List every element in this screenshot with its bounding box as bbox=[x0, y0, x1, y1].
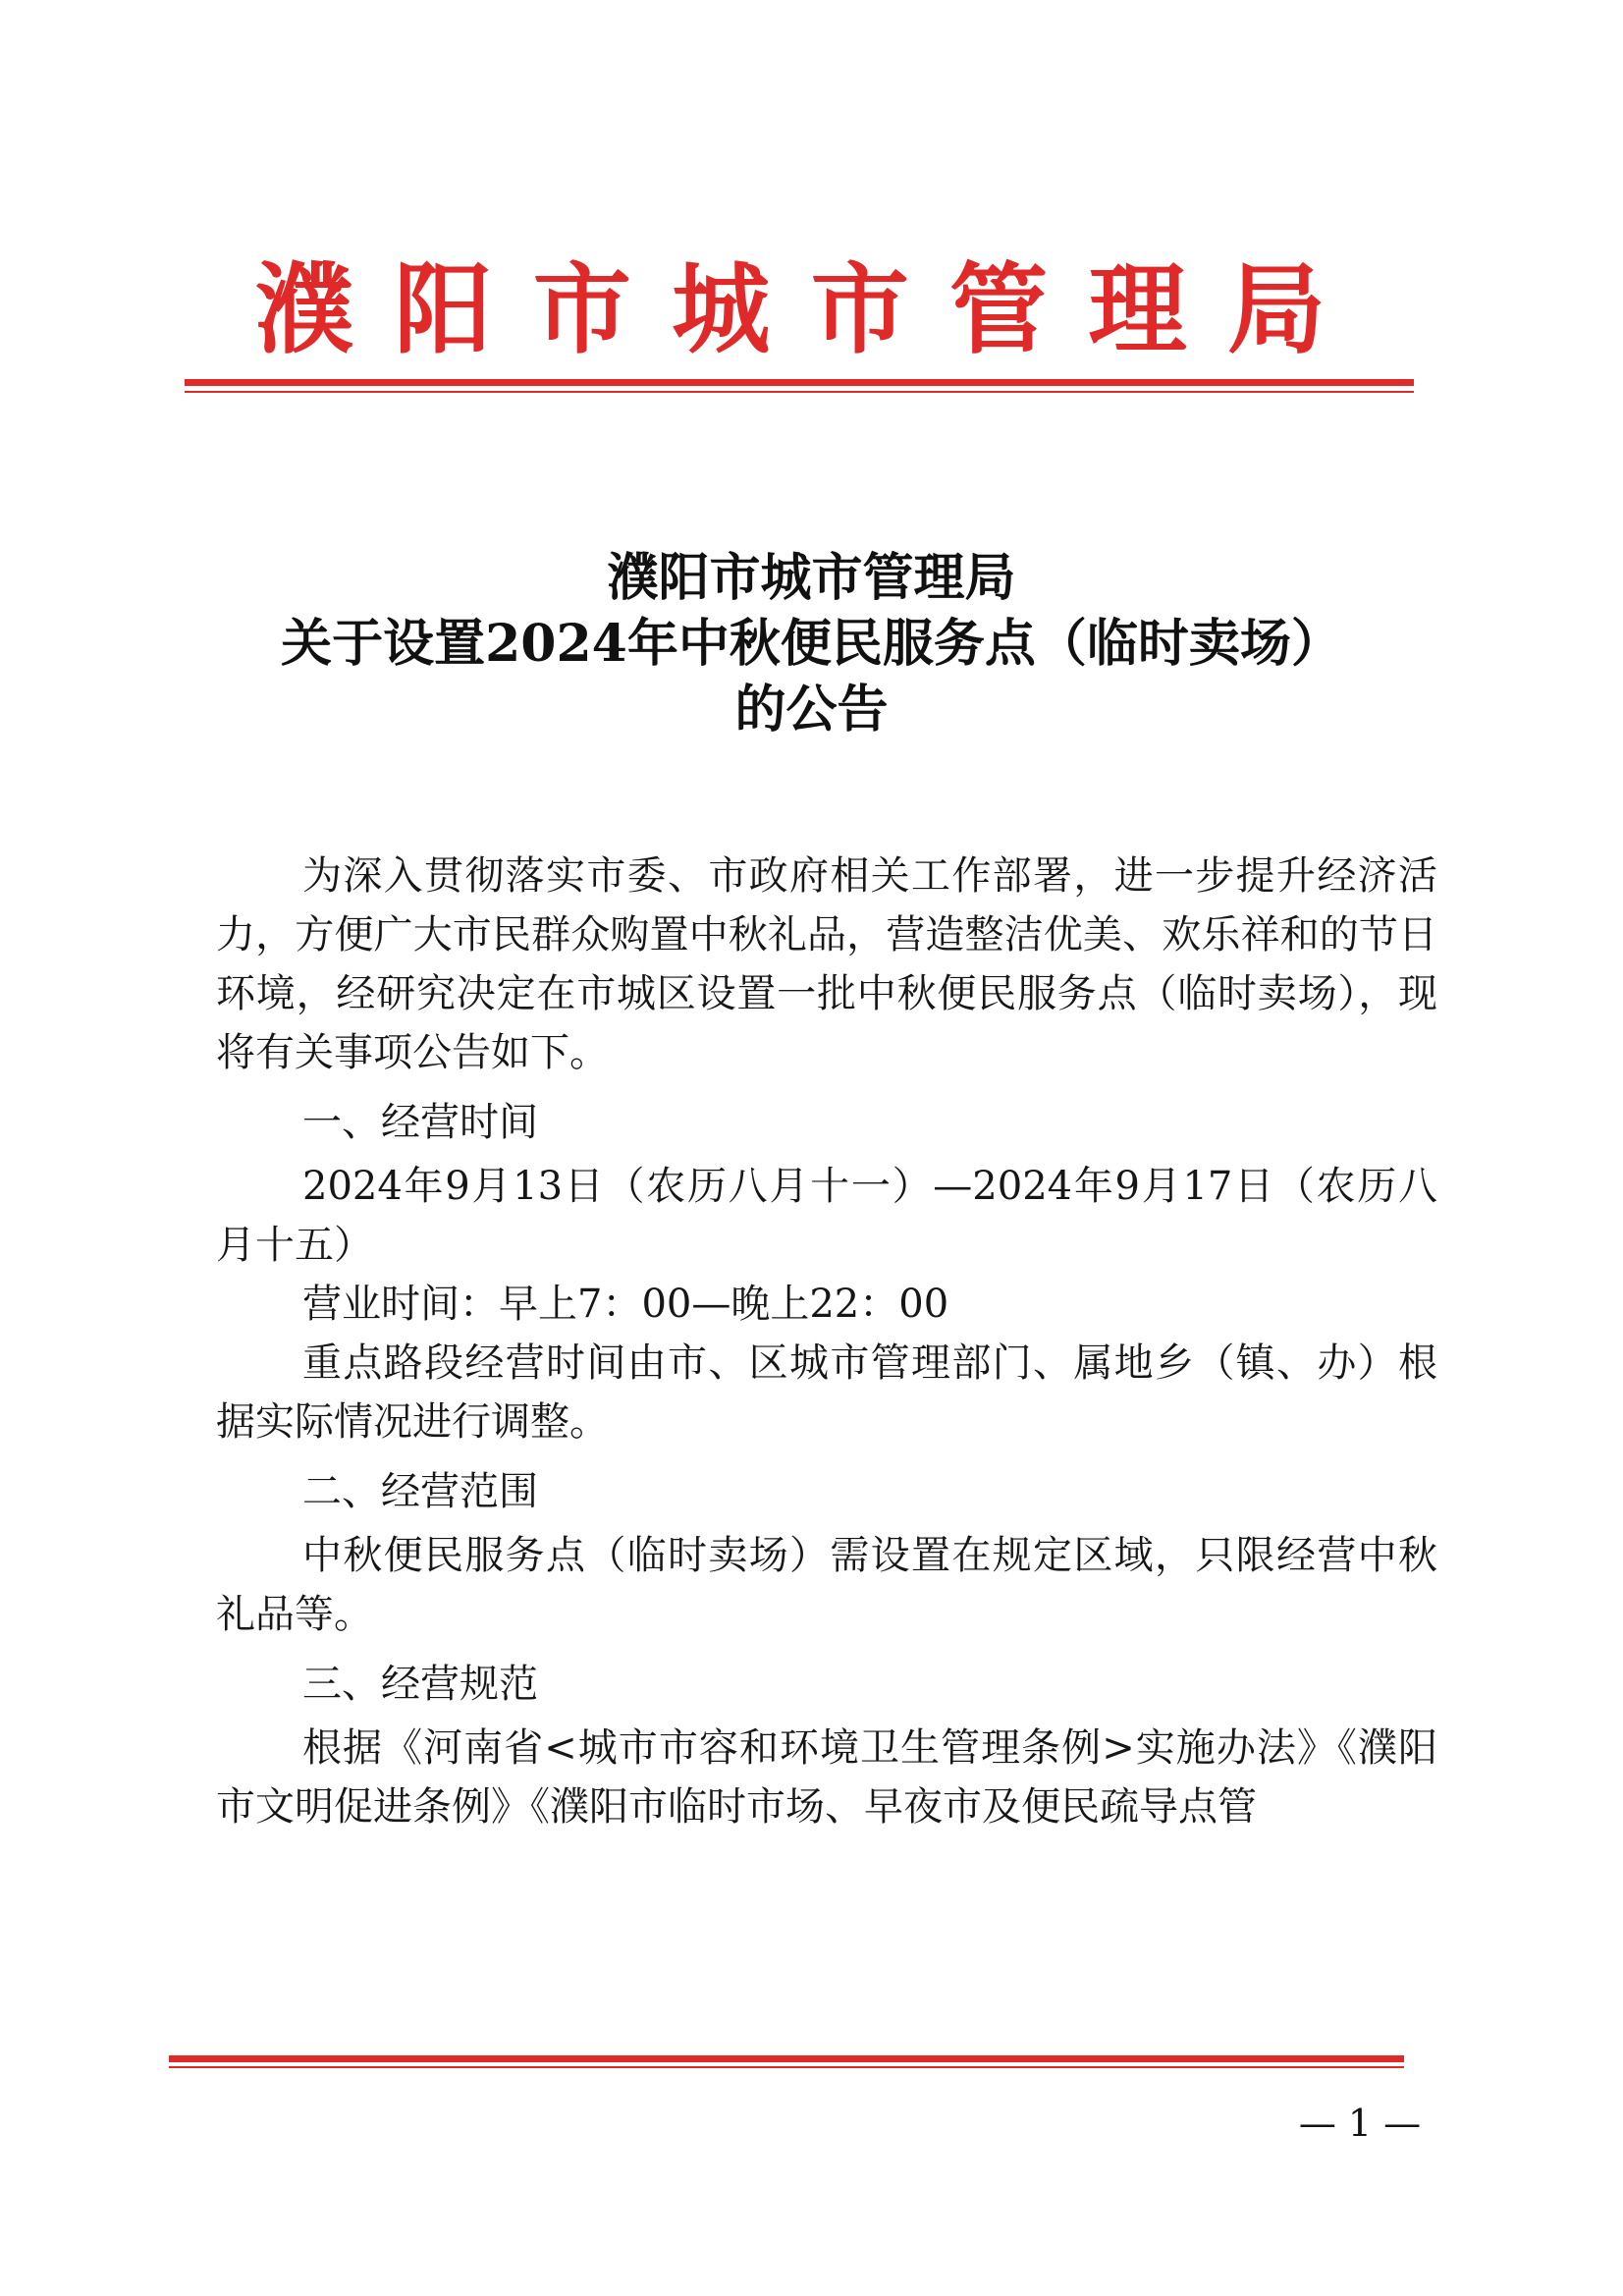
masthead-char: 市 bbox=[810, 251, 909, 367]
masthead-divider-thin bbox=[185, 391, 1414, 393]
masthead-char: 市 bbox=[532, 251, 631, 367]
section-heading-scope: 二、经营范围 bbox=[302, 1469, 538, 1514]
issuing-authority-masthead bbox=[255, 246, 1325, 373]
masthead-char: 阳 bbox=[394, 251, 493, 367]
text-line: 2024年9月13日（农历八月十一）—2024年9月17日（农 bbox=[302, 1164, 1358, 1209]
footer-divider-thick bbox=[169, 2055, 1404, 2062]
business-rules-paragraph bbox=[216, 1719, 1437, 1836]
masthead-divider-thick bbox=[185, 379, 1414, 386]
text-line: 祥和的节日环境，经研究决定在市城区设置一批中秋便民服务点 bbox=[216, 912, 1438, 1016]
masthead-char: 城 bbox=[672, 251, 771, 367]
page-number: — 1 — bbox=[1298, 2102, 1422, 2145]
operating-dates bbox=[216, 1157, 1437, 1275]
text-line: 历八月十五） bbox=[216, 1164, 1437, 1268]
masthead-char: 局 bbox=[1226, 251, 1325, 367]
text-line: 济活力，方便广大市民群众购置中秋礼品，营造整洁优美、欢乐 bbox=[216, 853, 1438, 957]
title-line-1: 濮阳市城市管理局 bbox=[607, 548, 1016, 608]
text-line: 为深入贯彻落实市委、市政府相关工作部署，进一步提升经 bbox=[302, 853, 1358, 899]
hours-adjustment-note bbox=[216, 1334, 1437, 1451]
text-line: 根据《河南省<城市市容和环境卫生管理条例>实施办法》《濮 bbox=[302, 1725, 1398, 1771]
footer-divider-thin bbox=[169, 2066, 1404, 2068]
title-line-3: 的公告 bbox=[734, 680, 889, 739]
business-scope-paragraph bbox=[216, 1526, 1437, 1644]
masthead-char: 濮 bbox=[255, 251, 353, 367]
text-line: 重点路段经营时间由市、区城市管理部门、属地乡（镇、办） bbox=[302, 1340, 1398, 1386]
masthead-char: 管 bbox=[949, 251, 1049, 367]
text-line: 中秋礼品等。 bbox=[216, 1533, 1438, 1637]
masthead-char: 理 bbox=[1088, 251, 1187, 367]
text-line: 中秋便民服务点（临时卖场）需设置在规定区域，只限经营 bbox=[302, 1533, 1358, 1578]
section-heading-rules: 三、经营规范 bbox=[302, 1662, 538, 1707]
document-title bbox=[0, 545, 1623, 742]
announcement-body bbox=[216, 847, 1437, 1836]
business-hours bbox=[216, 1275, 1437, 1334]
section-heading-hours: 一、经营时间 bbox=[302, 1100, 538, 1145]
text-line: 营业时间：早上7：00—晚上22：00 bbox=[302, 1282, 949, 1327]
intro-paragraph bbox=[216, 847, 1437, 1082]
title-line-2: 关于设置2024年中秋便民服务点（临时卖场） bbox=[281, 614, 1342, 674]
text-line: 根据实际情况进行调整。 bbox=[216, 1340, 1437, 1445]
text-line: （临时卖场），现将有关事项公告如下。 bbox=[216, 971, 1438, 1075]
text-line: 阳市文明促进条例》《濮阳市临时市场、早夜市及便民疏导点管 bbox=[216, 1725, 1437, 1830]
